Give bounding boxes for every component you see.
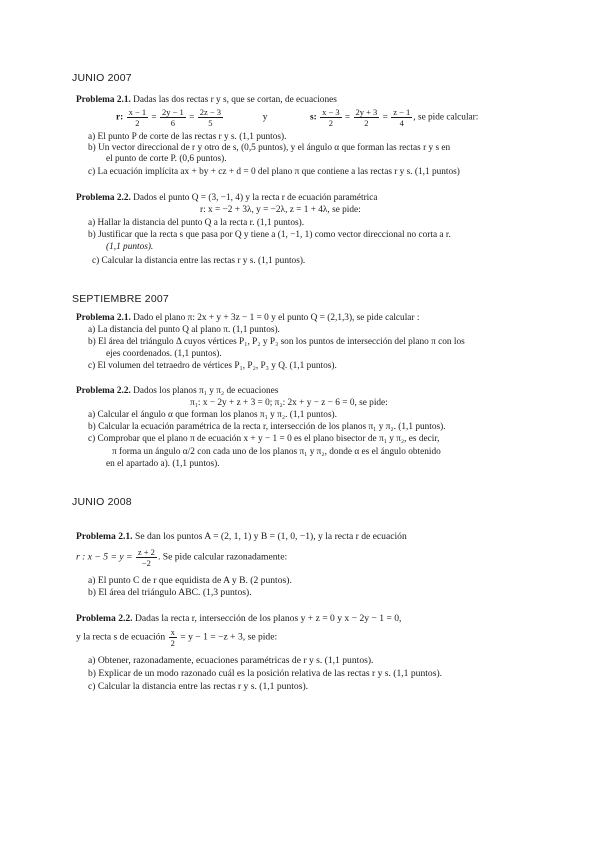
item-b: b) Calcular la ecuación paramétrica de la recta r, intersección de los planos π₁ y π₂. (1,1 puntos). (88, 422, 446, 432)
fraction: $\frac{x}{2}$ (170, 627, 175, 648)
problem-2-2-intro: Problema 2.2. Dados los planos π₁ y π₂ de ecuaciones (76, 386, 279, 396)
line-equation-r: r : x − 5 = y = $\frac{z + 2}{-2}$ . Se pide calcular razonadamente: (76, 547, 288, 568)
problem-2-1-intro: Problema 2.1. Dadas las dos rectas r y s, que se cortan, de ecuaciones (76, 95, 337, 105)
item-c-cont: π forma un ángulo α/2 con cada uno de los planos π₁ y π₂, donde α es el ángulo obtenido (112, 447, 441, 457)
item-b-cont: ejes coordenados. (1,1 puntos). (106, 349, 222, 359)
item-b-cont: (1,1 puntos). (106, 242, 154, 252)
fraction: $\frac{2z - 3}{5}$ (199, 107, 222, 128)
item-b: b) Justificar que la recta s que pasa por Q y tiene a (1, −1, 1) como vector direccional no corta a r. (88, 230, 451, 240)
problem-2-2-intro: Problema 2.2. Dados el punto Q = (3, −1, 4) y la recta r de ecuación paramétrica (76, 193, 378, 203)
item-b: b) El área del triángulo Δ cuyos vértices P₁, P₂ y P₃ son los puntos de intersección del plano π con los (88, 337, 465, 347)
item-b: b) Explicar de un modo razonado cuál es la posición relativa de las rectas r y s. (1,1 puntos). (88, 668, 443, 679)
fraction: $\frac{x - 3}{2}$ (322, 107, 340, 128)
problem-2-1-intro: Problema 2.1. Se dan los puntos A = (2, 1, 1) y B = (1, 0, −1), y la recta r de ecuación (76, 531, 407, 542)
item-a: a) El punto C de r que equidista de A y B. (2 puntos). (88, 575, 292, 586)
fraction: $\frac{2y + 3}{2}$ (355, 107, 378, 128)
plane-equations: π₁: x − 2y + z + 3 = 0; π₂: 2x + y − z − 6 = 0, se pide: (190, 398, 388, 408)
item-c-cont: en el apartado a). (1,1 puntos). (106, 459, 220, 469)
line-equation-s: y la recta s de ecuación $\frac{x}{2}$ = y − 1 = −z + 3, se pide: (76, 627, 278, 648)
problem-2-1-intro: Problema 2.1. Dado el plano π: 2x + y + 3z − 1 = 0 y el punto Q = (2,1,3), se pide calcular : (76, 313, 420, 323)
item-a: a) Obtener, razonadamente, ecuaciones paramétricas de r y s. (1,1 puntos). (88, 655, 374, 666)
problem-2-2-intro: Problema 2.2. Dadas la recta r, intersección de los planos y + z = 0 y x − 2y − 1 = 0, (76, 613, 402, 624)
fraction: $\frac{2y - 1}{6}$ (162, 107, 184, 128)
item-b-cont: el punto de corte P. (0,6 puntos). (106, 154, 227, 164)
item-a: a) Hallar la distancia del punto Q a la recta r. (1,1 puntos). (88, 218, 305, 228)
item-a: a) El punto P de corte de las rectas r y s. (1,1 puntos). (88, 132, 287, 142)
item-b: b) Un vector direccional de r y otro de s, (0,5 puntos), y el ángulo α que forman las rectas r y s en (88, 143, 451, 153)
item-c: c) Calcular la distancia entre las rectas r y s. (1,1 puntos). (88, 681, 309, 692)
item-c: c) El volumen del tetraedro de vértices P₁, P₂, P₃ y Q. (1,1 puntos). (88, 361, 337, 371)
item-c: c) Calcular la distancia entre las rectas r y s. (1,1 puntos). (92, 256, 306, 266)
item-c: c) Comprobar que el plano π de ecuación x + y − 1 = 0 es el plano bisector de π₁ y π₂, es decir, (88, 434, 440, 444)
item-a: a) La distancia del punto Q al plano π. (1,1 puntos). (88, 325, 280, 335)
section-heading-septiembre-2007: SEPTIEMBRE 2007 (72, 293, 169, 305)
fraction: $\frac{x - 1}{2}$ (128, 107, 147, 128)
item-c: c) La ecuación implícita ax + by + cz + d = 0 del plano π que contiene a las rectas r y s. (1,1 puntos) (88, 167, 460, 177)
item-a: a) Calcular el ángulo α que forman los planos π₁ y π₂. (1,1 puntos). (88, 410, 337, 420)
equations-r-s: r: $\frac{x - 1}{2}$ = $\frac{2y - 1}{6}$ = $\frac{2z - 3}{5}$ y s: $\frac{x - 3}{2}$ = $\frac{2y + 3}{2}$ = $\frac{z - 1}{4}$ , se pide calcular: (116, 107, 479, 128)
section-heading-junio-2008: JUNIO 2008 (72, 496, 132, 508)
section-heading-junio-2007: JUNIO 2007 (72, 72, 132, 84)
fraction: $\frac{z + 2}{-2}$ (137, 547, 155, 568)
fraction: $\frac{z - 1}{4}$ (393, 107, 411, 128)
parametric-equation: r: x = −2 + 3λ, y = −2λ, z = 1 + 4λ, se pide: (200, 205, 361, 215)
item-b: b) El área del triángulo ABC. (1,3 puntos). (88, 587, 252, 598)
